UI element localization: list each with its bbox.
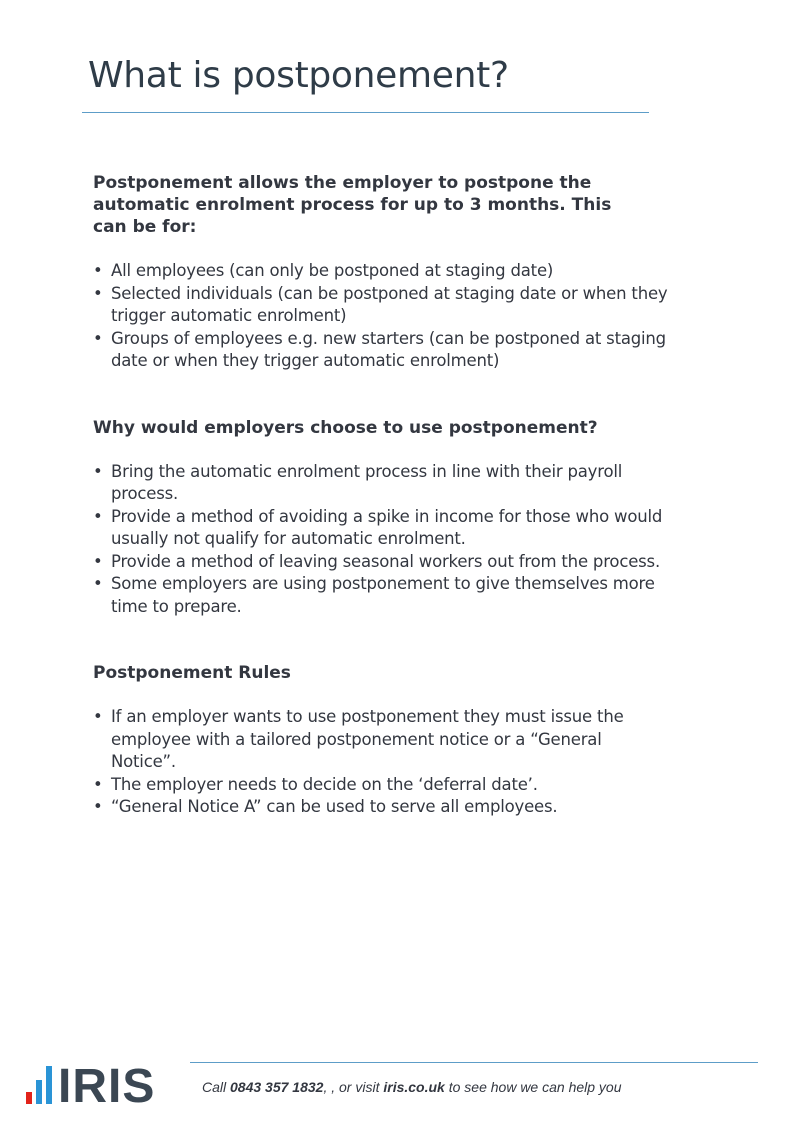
list-item: • If an employer wants to use postponement they must issue the employee with a tailored postponement notice or a “General Notice”.: [93, 707, 624, 771]
bullet-icon: •: [93, 574, 103, 593]
footer-divider: [190, 1062, 758, 1063]
why-bullet-list: [93, 461, 668, 619]
bullet-icon: •: [93, 551, 103, 571]
logo-bar-blue-short: [36, 1080, 42, 1104]
section-heading-rules: Postponement Rules: [93, 663, 291, 683]
logo-wordmark: IRIS: [58, 1060, 156, 1113]
bullet-icon: •: [93, 328, 103, 348]
list-item: • All employees (can only be postponed at staging date): [93, 260, 668, 283]
bullet-icon: •: [93, 461, 103, 481]
page-title: What is postponement?: [88, 55, 509, 96]
logo-bar-red: [26, 1092, 32, 1104]
intro-bullet-list: [93, 260, 668, 373]
bullet-icon: •: [93, 797, 103, 816]
rules-bullet-list: [93, 706, 668, 819]
bullet-icon: •: [93, 707, 103, 726]
website-link[interactable]: iris.co.uk: [383, 1079, 445, 1095]
section-heading-why: Why would employers choose to use postponement?: [93, 417, 598, 438]
title-divider: [82, 112, 649, 113]
bullet-icon: •: [93, 261, 103, 280]
list-item: • The employer needs to decide on the ‘deferral date’.: [93, 774, 668, 797]
bullet-icon: •: [93, 506, 103, 526]
iris-logo: [26, 1060, 156, 1113]
footer-contact-text: Call 0843 357 1832, , or visit iris.co.uk to see how we can help you: [202, 1079, 622, 1095]
list-item: • Groups of employees e.g. new starters (can be postponed at staging date or when they trigger automatic enrolment): [93, 328, 666, 370]
bullet-icon: •: [93, 774, 103, 794]
logo-bar-blue-tall: [46, 1066, 52, 1104]
list-item: • “General Notice A” can be used to serve all employees.: [93, 796, 668, 819]
list-item: • Provide a method of avoiding a spike in income for those who would usually not qualify for automatic enrolment.: [93, 506, 663, 548]
intro-paragraph: Postponement allows the employer to postpone the automatic enrolment process for up to 3 months. This can be for:: [93, 173, 612, 237]
phone-number: 0843 357 1832: [230, 1079, 324, 1095]
list-item: • Some employers are using postponement to give themselves more time to prepare.: [93, 574, 655, 616]
list-item: • Provide a method of leaving seasonal workers out from the process.: [93, 551, 668, 574]
list-item: • Selected individuals (can be postponed at staging date or when they trigger automatic enrolment): [93, 283, 668, 325]
bullet-icon: •: [93, 283, 103, 303]
list-item: • Bring the automatic enrolment process in line with their payroll process.: [93, 461, 623, 503]
main-content: [93, 172, 668, 819]
